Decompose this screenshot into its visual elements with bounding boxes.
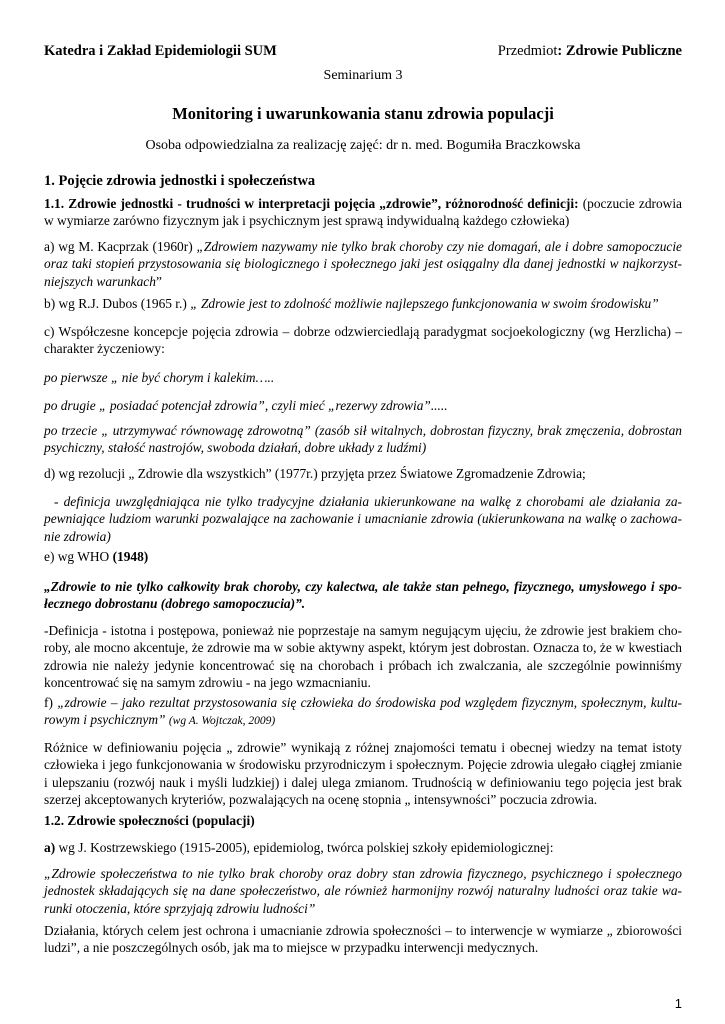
department-name: Katedra i Zakład Epidemiologii SUM bbox=[44, 43, 277, 59]
definition-b bbox=[44, 295, 682, 312]
definition-a bbox=[44, 238, 682, 290]
population-definition-a-label: a) bbox=[44, 840, 56, 855]
page-title: Monitoring i uwarunkowania stanu zdrowia populacji bbox=[172, 104, 554, 123]
population-definition-quote: „Zdrowie społeczeństwa to nie tylko brak choroby oraz dobry stan zdrowia fizycznego, psychicznego i społecznego jednostek składających się na dane społeczeństwo, ale również harmonijny rozwój naturalny ludności oraz takie wa-runki otoczenia, które sprzyjają zdrowiu ludności” bbox=[44, 866, 682, 916]
definition-c-point-3: po trzecie „ utrzymywać równowagę zdrowotną” (zasób sił witalnych, dobrostan fizyczny, brak zmęczenia, dobrostan psychiczny, stałość nastrojów, swoboda działań, dobre układy z ludźmi) bbox=[44, 423, 682, 456]
definition-d-explanation: - definicja uwzględniająca nie tylko tradycyjne działania ukierunkowane na walkę z chorobami ale działania za-pewniające ludziom warunki pozwalające na zachowanie i umacnianie zdrowia (ukierunkowana na walkę o zachowa-nie zdrowia) bbox=[44, 494, 682, 544]
definition-c-point-2: po drugie „ posiadać potencjał zdrowia”, czyli mieć „rezerwy zdrowia”..... bbox=[44, 398, 448, 413]
page-number: 1 bbox=[674, 996, 682, 1011]
definition-e-year: (1948) bbox=[112, 549, 149, 564]
definition-f-quote: „zdrowie – jako rezultat przystosowania się człowieka do środowiska pod względem fizycznym, społecznym, kultu-rowym i psychicznym” bbox=[44, 695, 682, 728]
subject-prefix: Przedmiot bbox=[497, 43, 558, 59]
subject-label bbox=[498, 43, 682, 60]
population-definition-a bbox=[44, 839, 682, 856]
definition-b-quote: „ Zdrowie jest to zdolność możliwie najlepszego funkcjonowania w swoim środowisku” bbox=[190, 296, 659, 311]
actions-paragraph: Działania, których celem jest ochrona i umacnianie zdrowia społeczności – to interwencje w wymiarze „ zbiorowości ludzi”, a nie poszczególnych osób, jak ma to miejsce w przypadku interwencji medycznych. bbox=[44, 923, 682, 956]
definition-f bbox=[44, 694, 682, 731]
definition-c: c) Współczesne koncepcje pojęcia zdrowia – dobrze odzwierciedlają paradygmat socjoekologiczny (wg Herzlicha) – charakter życzeniowy: bbox=[44, 324, 682, 357]
definition-e-explanation: -Definicja - istotna i postępowa, ponieważ nie poprzestaje na samym negującym ujęciu, że zdrowie jest brakiem cho-roby, ale mocno akcentuje, że zdrowie ma w sobie aktywny aspekt, którym jest dobrostan. Oznacza to, że w kwestiach zdrowia nie należy jedynie koncentrować się na chorobach i próbach ich zwalczania, ale szczególnie powinniśmy koncentrować się na samym zdrowiu - na jego wzmacnianiu. bbox=[44, 623, 682, 690]
seminar-label: Seminarium 3 bbox=[323, 68, 403, 83]
definition-d: d) wg rezolucji „ Zdrowie dla wszystkich” (1977r.) przyjęta przez Światowe Zgromadzenie Zdrowia; bbox=[44, 466, 586, 481]
subsection-1-1-title: 1.1. Zdrowie jednostki - trudności w interpretacji pojęcia „zdrowie”, różnorodność definicji: bbox=[44, 196, 579, 211]
section-1-heading: 1. Pojęcie zdrowia jednostki i społeczeństwa bbox=[44, 173, 316, 189]
definition-e bbox=[44, 548, 682, 565]
population-definition-a-text: wg J. Kostrzewskiego (1915-2005), epidemiolog, twórca polskiej szkoły epidemiologicznej: bbox=[55, 840, 554, 855]
definition-f-prefix: f) bbox=[44, 695, 58, 710]
subject-name: : Zdrowie Publiczne bbox=[557, 43, 682, 59]
definition-a-prefix: a) wg M. Kacprzak (1960r) bbox=[44, 239, 197, 254]
definition-a-end: ” bbox=[155, 273, 162, 289]
definition-b-prefix: b) wg R.J. Dubos (1965 r.) bbox=[44, 296, 191, 311]
subsection-1-1-note: (poczucie zdrowia w wymiarze zarówno fizycznym jak i psychicznym jest sprawą indywidualną każdego człowieka) bbox=[44, 196, 682, 229]
definition-a-quote: „Zdrowiem nazywamy nie tylko brak choroby czy nie domagań, ale i dobre samopoczucie oraz taki stopień przystosowania się biologicznego i społecznego jaki jest osiągalny dla danej jednostki w najkorzyst-niejszych warunkach bbox=[44, 239, 682, 289]
definition-e-prefix: e) wg WHO bbox=[44, 549, 113, 564]
subsection-1-2 bbox=[44, 812, 682, 829]
subsection-1-2-title: 1.2. Zdrowie społeczności (populacji) bbox=[44, 813, 255, 828]
subsection-1-1 bbox=[44, 195, 682, 230]
differences-paragraph: Różnice w definiowaniu pojęcia „ zdrowie” wynikają z różnej znajomości tematu i obecnej wiedzy na temat istoty człowieka i jego funkcjonowania w środowisku przyrodniczym i społecznym. Pojęcie zdrowia ulegało ciągłej zmianie i ulepszaniu (rozwój nauk i myśli ludzkiej) i dalej ulega zmianom. Trudnością w definiowaniu tego pojęcia jest brak szerzej akceptowanych kryteriów, pozwalających na ocenę stopnia „ intensywności” poczucia zdrowia. bbox=[44, 740, 682, 807]
definition-e-quote: „Zdrowie to nie tylko całkowity brak choroby, czy kalectwa, ale także stan pełnego, fizycznego, umysłowego i spo-łecznego dobrostanu (dobrego samopoczucia)”. bbox=[44, 579, 682, 612]
responsible-person: Osoba odpowiedzialna za realizację zajęć: dr n. med. Bogumiła Braczkowska bbox=[145, 138, 581, 153]
definition-c-point-1: po pierwsze „ nie być chorym i kalekim….. bbox=[44, 370, 275, 385]
document-page bbox=[44, 0, 682, 1024]
definition-f-source: (wg A. Wojtczak, 2009) bbox=[168, 715, 276, 728]
